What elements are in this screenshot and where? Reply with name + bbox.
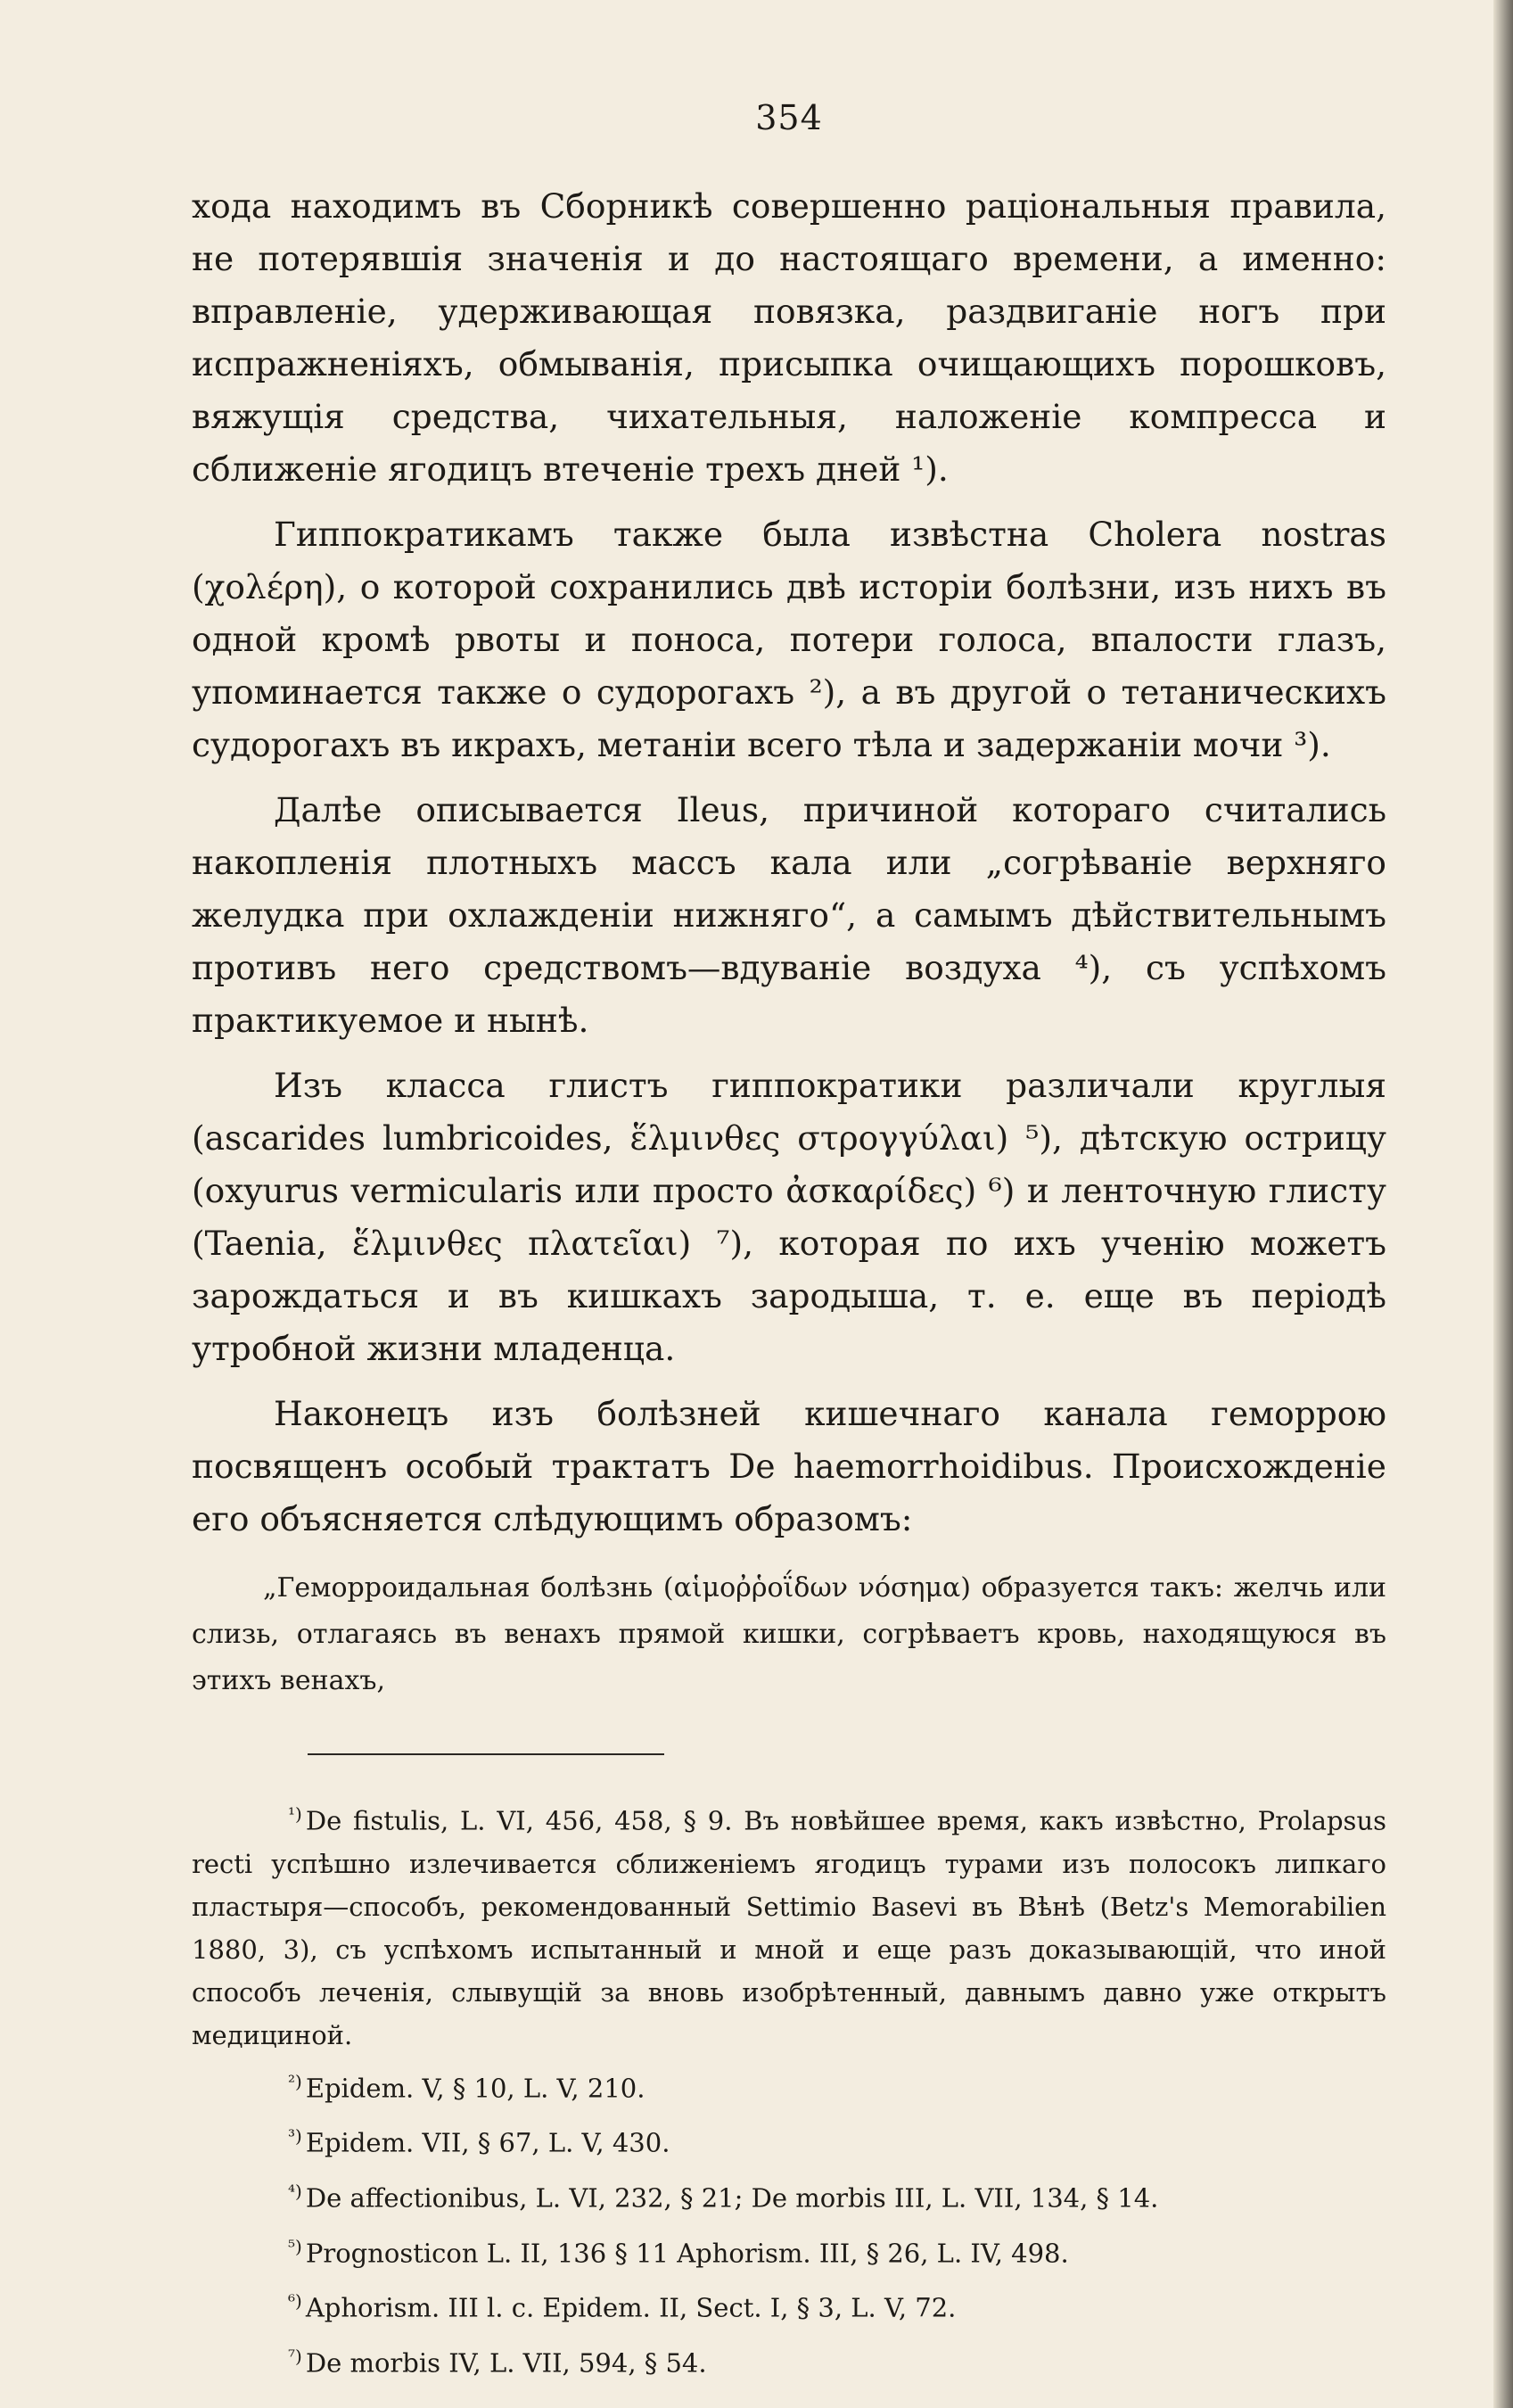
footnote-text: Prognosticon L. II, 136 § 11 Aphorism. III, § 26, L. IV, 498. [305, 2238, 1069, 2269]
footnote-5 [192, 2225, 1386, 2275]
footnote-mark: ¹) [288, 1803, 302, 1825]
footnotes [192, 1793, 1386, 2385]
block-quote: „Геморроидальная болѣзнь (αἱμοῤῥοΐδων νόσημα) образуется такъ: желчь или слизь, отлагаясь въ венахъ прямой кишки, согрѣваетъ кровь, находящуюся въ этихъ венахъ, [192, 1572, 1386, 1696]
paragraph-3: Далѣе описывается Ileus, причиной котораго считались накопленія плотныхъ массъ кала или „согрѣваніе верхняго желудка при охлажденіи нижняго“, а самымъ дѣйствительнымъ противъ него средствомъ—вдуваніе воздуха ⁴), съ успѣхомъ практикуемое и нынѣ. [192, 790, 1386, 1040]
paragraph-2: Гиппократикамъ также была извѣстна Cholera nostras (χολέρη), о которой сохранились двѣ исторіи болѣзни, изъ нихъ въ одной кромѣ рвоты и поноса, потери голоса, впалости глазъ, упоминается также о судорогахъ ²), а въ другой о тетаническихъ судорогахъ въ икрахъ, метаніи всего тѣла и задержаніи мочи ³). [192, 515, 1386, 764]
footnote-divider [308, 1753, 664, 1755]
footnote-text: De affectionibus, L. VI, 232, § 21; De morbis III, L. VII, 134, § 14. [305, 2182, 1159, 2214]
footnote-4 [192, 2170, 1386, 2220]
page-number: 354 [755, 98, 823, 137]
footnote-3 [192, 2115, 1386, 2165]
footnote-2 [192, 2060, 1386, 2110]
paragraph-1: хода находимъ въ Сборникѣ совершенно раціональныя правила, не потерявшія значенія и до настоящаго времени, а именно: вправленіе, удерживающая повязка, раздвиганіе ногъ при испражненіяхъ, обмыванія, присыпка очищающихъ порошковъ, вяжущія средства, чихательныя, наложеніе компресса и сближеніе ягодицъ втеченіе трехъ дней ¹). [192, 186, 1386, 489]
footnote-mark: ²) [288, 2070, 302, 2092]
footnote-text: Epidem. VII, § 67, L. V, 430. [305, 2127, 670, 2158]
footnote-mark: ⁶) [288, 2290, 302, 2313]
paragraph-4: Изъ класса глистъ гиппократики различали круглыя (ascarides lumbricoides, ἕλμινθες στρογγύλαι) ⁵), дѣтскую острицу (oxyurus vermicularis или просто ἀσκαρίδες) ⁶) и ленточную глисту (Taenia, ἕλμινθες πλατεῖαι) ⁷), которая по ихъ ученію можетъ зарождаться и въ кишкахъ зародыша, т. е. еще въ періодѣ утробной жизни младенца. [192, 1066, 1386, 1368]
footnote-1 [192, 1793, 1386, 2057]
footnote-text: Epidem. V, § 10, L. V, 210. [305, 2073, 645, 2104]
footnote-6 [192, 2280, 1386, 2330]
page-edge-shadow [1493, 0, 1513, 2408]
footnote-mark: ⁷) [288, 2345, 302, 2367]
footnote-7 [192, 2335, 1386, 2385]
footnote-text: De morbis IV, L. VII, 594, § 54. [305, 2347, 707, 2379]
footnote-mark: ⁴) [288, 2180, 302, 2202]
paragraph-5: Наконецъ изъ болѣзней кишечнаго канала геморрою посвященъ особый трактатъ De haemorrhoidibus. Происхожденіе его объясняется слѣдующимъ образомъ: [192, 1394, 1386, 1538]
footnote-text: Aphorism. III l. c. Epidem. II, Sect. I, § 3, L. V, 72. [305, 2292, 957, 2323]
footnote-mark: ³) [288, 2125, 302, 2148]
footnote-mark: ⁵) [288, 2235, 302, 2257]
main-text [192, 180, 1386, 1546]
footnote-text: De fistulis, L. VI, 456, 458, § 9. Въ новѣйшее время, какъ извѣстно, Prolapsus recti успѣшно излечивается сближеніемъ ягодицъ турами изъ полосокъ липкаго пластыря—способъ, рекомендованный Settimio Basevi въ Вѣнѣ (Betz's Memorabilien 1880, 3), съ успѣхомъ испытанный и мной и еще разъ доказывающій, что иной способъ леченія, слывущій за вновь изобрѣтенный, давнымъ давно уже открытъ медициной. [192, 1805, 1386, 2050]
book-page [192, 98, 1386, 2390]
